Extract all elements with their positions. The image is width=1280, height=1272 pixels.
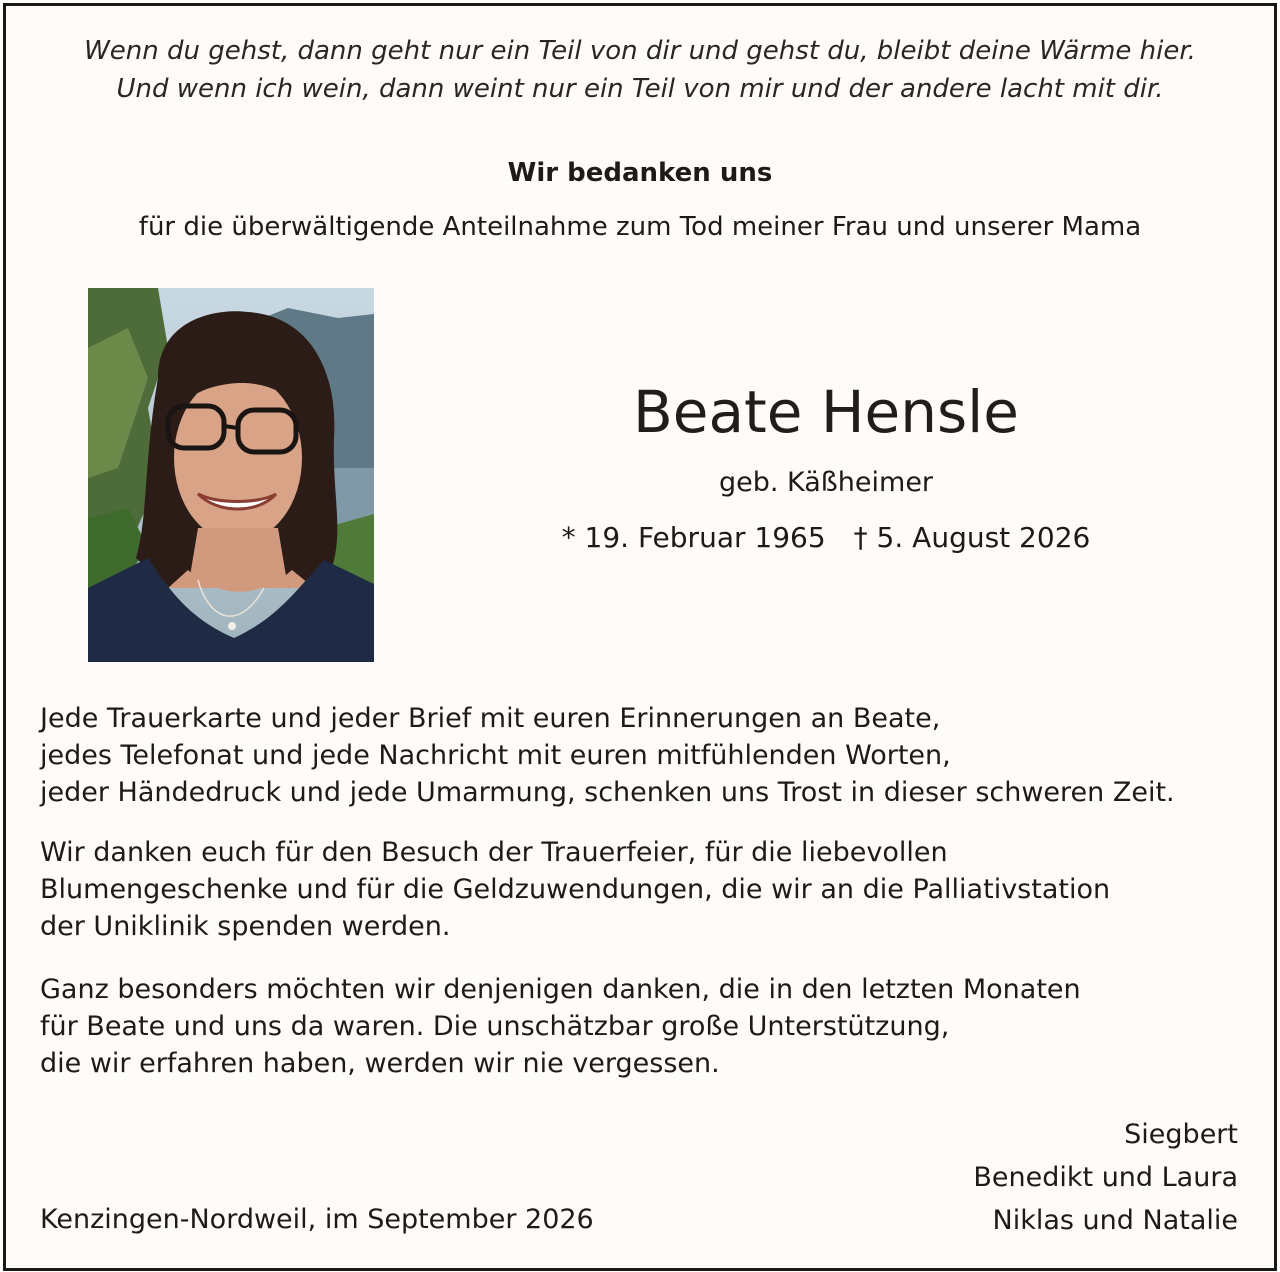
paragraph-line: Blumengeschenke und für die Geldzuwendungen, die wir an die Palliativstation — [40, 874, 1111, 905]
paragraph-line: Wir danken euch für den Besuch der Trauerfeier, für die liebevollen — [40, 837, 948, 868]
obituary-card — [3, 3, 1277, 1271]
paragraph-line: Ganz besonders möchten wir denjenigen danken, die in den letzten Monaten — [40, 974, 1081, 1005]
paragraph-line: jeder Händedruck und jede Umarmung, schenken uns Trost in dieser schweren Zeit. — [40, 777, 1175, 808]
place-date: Kenzingen-Nordweil, im September 2026 — [40, 1204, 594, 1235]
paragraph-line: Jede Trauerkarte und jeder Brief mit euren Erinnerungen an Beate, — [40, 703, 941, 734]
portrait-photo — [88, 288, 374, 662]
life-dates — [406, 521, 1246, 554]
signature-line: Benedikt und Laura — [973, 1162, 1238, 1193]
thanks-paragraph-3 — [40, 971, 1081, 1082]
paragraph-line: die wir erfahren haben, werden wir nie vergessen. — [40, 1048, 720, 1079]
quote-line-1: Wenn du gehst, dann geht nur ein Teil von dir und gehst du, bleibt deine Wärme hier. — [84, 36, 1196, 66]
thanks-heading: Wir bedanken uns — [507, 158, 773, 188]
paragraph-line: jedes Telefonat und jede Nachricht mit euren mitfühlenden Worten, — [40, 740, 951, 771]
thanks-subline: für die überwältigende Anteilnahme zum Tod meiner Frau und unserer Mama — [138, 212, 1142, 242]
quote-line-2: Und wenn ich wein, dann weint nur ein Teil von mir und der andere lacht mit dir. — [116, 74, 1164, 104]
birth-date: * 19. Februar 1965 — [561, 521, 826, 554]
signature-line: Niklas und Natalie — [992, 1205, 1238, 1236]
birth-name: geb. Käßheimer — [718, 467, 934, 498]
thanks-paragraph-2 — [40, 834, 1110, 945]
thanks-paragraph-1 — [40, 700, 1175, 811]
signature-line: Siegbert — [1124, 1119, 1238, 1150]
paragraph-line: für Beate und uns da waren. Die unschätzbar große Unterstützung, — [40, 1011, 950, 1042]
death-date: † 5. August 2026 — [853, 521, 1091, 554]
paragraph-line: der Uniklinik spenden werden. — [40, 911, 451, 942]
deceased-name: Beate Hensle — [633, 378, 1019, 446]
